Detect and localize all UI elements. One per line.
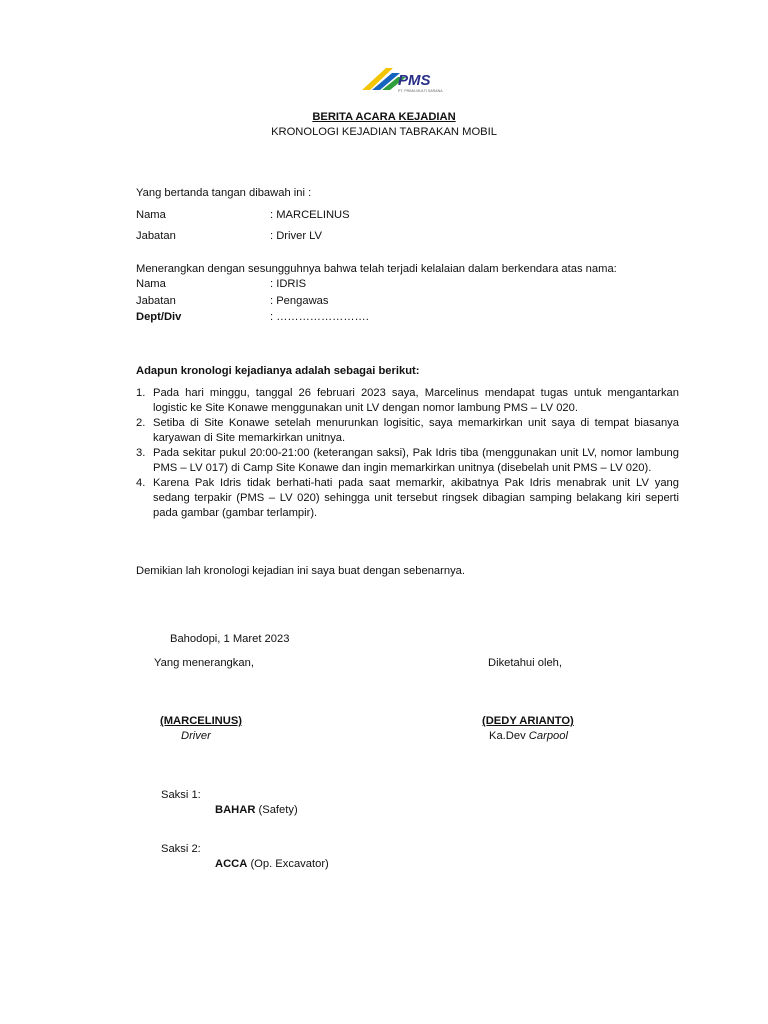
document-subtitle: KRONOLOGI KEJADIAN TABRAKAN MOBIL: [271, 126, 497, 138]
subject-position-label: Jabatan: [136, 295, 176, 307]
chronology-item-text: Pada hari minggu, tanggal 26 februari 2023 saya, Marcelinus mendapat tugas untuk mengantarkan logistic ke Site Konawe menggunakan unit LV dengan nomor lambung PMS – LV 020.: [153, 387, 679, 414]
signer-name-label: Nama: [136, 209, 166, 221]
left-sign-heading: Yang menerangkan,: [154, 657, 254, 669]
witness1-detail: (Safety): [258, 804, 298, 816]
chronology-item-number: 2.: [136, 417, 146, 429]
witness2-label: Saksi 2:: [161, 843, 201, 855]
left-sign-role: Driver: [181, 730, 211, 742]
signer-position-value: : Driver LV: [270, 230, 323, 242]
chronology-item-text: Pada sekitar pukul 20:00-21:00 (keterangan saksi), Pak Idris tiba (menggunakan unit LV, nomor lambung PMS – LV 017) di Camp Site Konawe dan ingin memarkirkan unitnya (disebelah unit PMS – LV 020).: [153, 447, 679, 474]
right-sign-heading: Diketahui oleh,: [488, 657, 563, 669]
subject-dept-label: Dept/Div: [136, 311, 182, 323]
closing-text: Demikian lah kronologi kejadian ini saya buat dengan sebenarnya.: [136, 565, 466, 577]
witness2-detail: (Op. Excavator): [250, 858, 329, 870]
signer-name-value: : MARCELINUS: [270, 209, 350, 221]
document-title: BERITA ACARA KEJADIAN: [312, 111, 456, 123]
chronology-item-text: Karena Pak Idris tidak berhati-hati pada saat memarkir, akibatnya Pak Idris menabrak unit LV yang sedang terpakir (PMS – LV 020) sehingga unit tersebut ringsek dibagian samping belakang kiri seperti pada gambar (gambar terlampir).: [153, 477, 679, 519]
place-date: Bahodopi, 1 Maret 2023: [170, 633, 290, 645]
witness1-name: BAHAR: [215, 804, 256, 816]
witness1-label: Saksi 1:: [161, 789, 201, 801]
chronology-item: [136, 446, 679, 476]
chronology-heading: Adapun kronologi kejadianya adalah sebagai berikut:: [136, 365, 420, 377]
chronology-item-text: Setiba di Site Konawe setelah menurunkan logisitic, saya memarkirkan unit saya di tempat biasanya karyawan di Site memarkirkan unitnya.: [153, 417, 679, 444]
subject-name-value: : IDRIS: [270, 278, 307, 290]
pms-logo: [360, 64, 460, 94]
left-sign-name: (MARCELINUS): [160, 715, 243, 727]
chronology-item-number: 3.: [136, 447, 146, 459]
chronology-item: [136, 416, 679, 446]
subject-name-label: Nama: [136, 278, 166, 290]
logo-tagline: PT. PRIMA MULTI SARANA: [398, 89, 443, 93]
witness2: [215, 857, 329, 872]
signer-position-label: Jabatan: [136, 230, 176, 242]
witness1: [215, 803, 298, 818]
right-sign-role-prefix: Ka.Dev: [489, 730, 526, 742]
chronology-item-number: 1.: [136, 387, 146, 399]
chronology-item: [136, 476, 679, 521]
witness2-name: ACCA: [215, 858, 248, 870]
subject-dept-value: : …………………….: [270, 311, 369, 323]
statement-text: Menerangkan dengan sesungguhnya bahwa telah terjadi kelalaian dalam berkendara atas nama:: [136, 263, 617, 275]
chronology-item-number: 4.: [136, 477, 146, 489]
pms-logo-icon: [360, 64, 460, 94]
chronology-list: [136, 386, 679, 521]
right-sign-role: [489, 729, 568, 744]
subject-position-value: : Pengawas: [270, 295, 329, 307]
logo-text: PMS: [398, 72, 431, 89]
right-sign-role-italic: Carpool: [528, 730, 568, 742]
right-sign-name: (DEDY ARIANTO): [482, 715, 574, 727]
chronology-item: [136, 386, 679, 416]
intro-text: Yang bertanda tangan dibawah ini :: [136, 187, 312, 199]
